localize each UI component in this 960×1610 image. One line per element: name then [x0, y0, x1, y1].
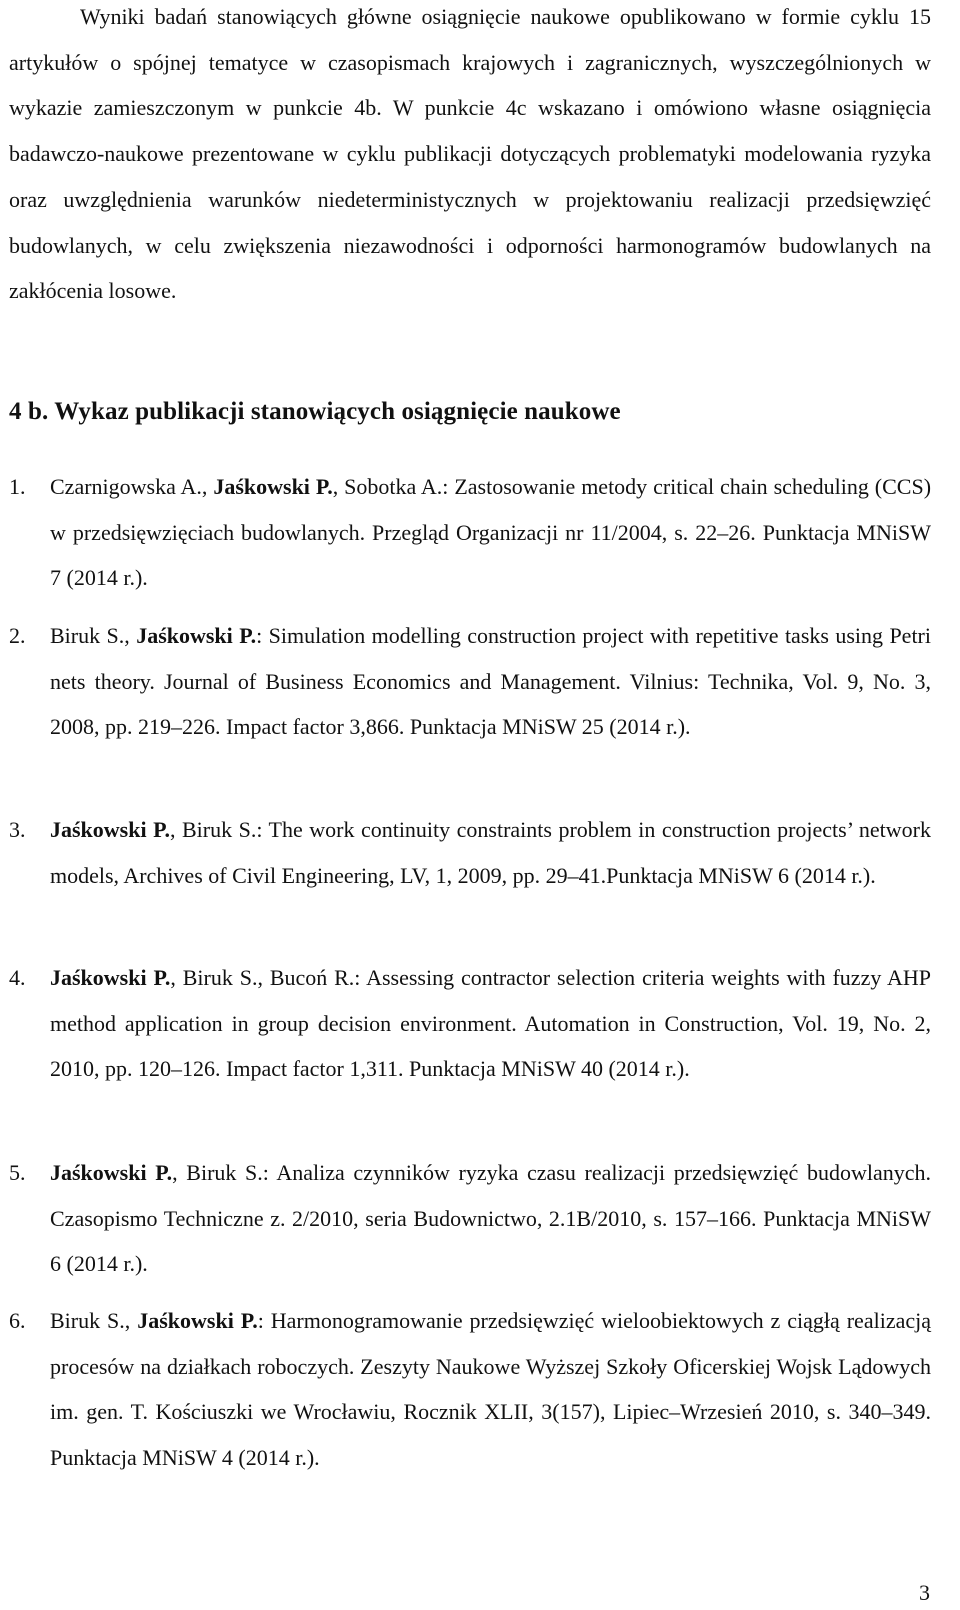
publication-number: 5.	[9, 1160, 26, 1185]
publication-number: 4.	[9, 965, 26, 990]
publication-number: 2.	[9, 623, 26, 648]
intro-paragraph	[9, 0, 931, 314]
authors-before: Biruk S.,	[50, 623, 137, 648]
publication-citation	[50, 955, 931, 1092]
section-heading: 4 b. Wykaz publikacji stanowiących osiągnięcie naukowe	[9, 398, 621, 425]
citation-rest: Simulation modelling construction project with repetitive tasks using Petri nets theory. Journal of Business Economics and Management. Vilnius: Technika, Vol. 9, No. 3, 2008, pp. 219–226. Impact factor 3,866. Punktacja MNiSW 25 (2014 r.).	[50, 623, 931, 739]
authors-before: Czarnigowska A.,	[50, 474, 214, 499]
publication-citation	[50, 1298, 931, 1480]
authors-after: , Biruk S., Bucoń R.:	[170, 965, 367, 990]
citation-rest: Assessing contractor selection criteria weights with fuzzy AHP method application in group decision environment. Automation in Construction, Vol. 19, No. 2, 2010, pp. 120–126. Impact factor 1,311. Punktacja MNiSW 40 (2014 r.).	[50, 965, 931, 1081]
authors-after: , Sobotka A.:	[332, 474, 455, 499]
authors-before: Biruk S.,	[50, 1308, 138, 1333]
intro-text: Wyniki badań stanowiących główne osiągnięcie naukowe opublikowano w formie cyklu 15 artykułów o spójnej tematyce w czasopismach krajowych i zagranicznych, wyszczególnionych w wykazie zamieszczonym w punkcie 4b. W punkcie 4c wskazano i omówiono własne osiągnięcia badawczo-naukowe prezentowane w cyklu publikacji dotyczących problematyki modelowania ryzyka oraz uwzględnienia warunków niedeterministycznych w projektowaniu realizacji przedsięwzięć budowlanych, w celu zwiększenia niezawodności i odporności harmonogramów budowlanych na zakłócenia losowe.	[9, 4, 931, 304]
page-number: 3	[919, 1580, 930, 1605]
publication-citation	[50, 464, 931, 601]
author-bold: Jaśkowski P.	[50, 1160, 173, 1185]
publication-item	[9, 955, 931, 1092]
authors-after: :	[257, 1308, 271, 1333]
publication-citation	[50, 807, 931, 898]
publication-item	[9, 613, 931, 750]
publication-item	[9, 1150, 931, 1287]
authors-after: :	[256, 623, 269, 648]
author-bold: Jaśkowski P.	[136, 623, 257, 648]
authors-after: , Biruk S.:	[172, 1160, 277, 1185]
author-bold: Jaśkowski P.	[213, 474, 333, 499]
author-bold: Jaśkowski P.	[50, 965, 171, 990]
author-bold: Jaśkowski P.	[50, 817, 171, 842]
publication-item	[9, 807, 931, 898]
publication-number: 1.	[9, 474, 26, 499]
publication-number: 3.	[9, 817, 26, 842]
authors-after: , Biruk S.:	[170, 817, 269, 842]
publication-item	[9, 1298, 931, 1480]
citation-rest: Analiza czynników ryzyka czasu realizacji przedsięwzięć budowlanych. Czasopismo Techniczne z. 2/2010, seria Budownictwo, 2.1B/2010, s. 157–166. Punktacja MNiSW 6 (2014 r.).	[50, 1160, 931, 1276]
author-bold: Jaśkowski P.	[137, 1308, 258, 1333]
publication-number: 6.	[9, 1308, 26, 1333]
citation-rest: Harmonogramowanie przedsięwzięć wieloobiektowych z ciągłą realizacją procesów na działkach roboczych. Zeszyty Naukowe Wyższej Szkoły Oficerskiej Wojsk Lądowych im. gen. T. Kościuszki we Wrocławiu, Rocznik XLII, 3(157), Lipiec–Wrzesień 2010, s. 340–349. Punktacja MNiSW 4 (2014 r.).	[50, 1308, 931, 1470]
citation-rest: The work continuity constraints problem in construction projects’ network models, Archives of Civil Engineering, LV, 1, 2009, pp. 29–41.Punktacja MNiSW 6 (2014 r.).	[50, 817, 932, 888]
citation-rest: Zastosowanie metody critical chain scheduling (CCS) w przedsięwzięciach budowlanych. Przegląd Organizacji nr 11/2004, s. 22–26. Punktacja MNiSW 7 (2014 r.).	[50, 474, 932, 590]
publication-citation	[50, 1150, 931, 1287]
publication-citation	[50, 613, 931, 750]
publication-item	[9, 464, 931, 601]
